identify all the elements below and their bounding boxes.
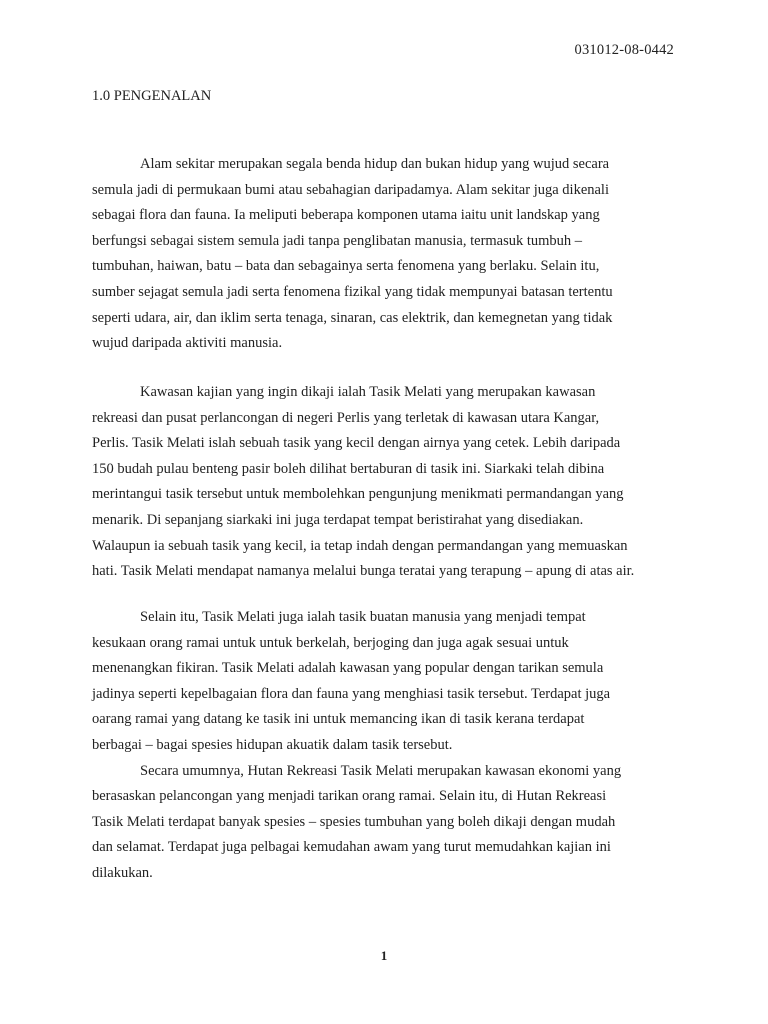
- paragraph-line: Kawasan kajian yang ingin dikaji ialah Tasik Melati yang merupakan kawasan: [140, 384, 596, 400]
- paragraph-line: dilakukan.: [92, 864, 153, 881]
- paragraph-line: wujud daripada aktiviti manusia.: [92, 335, 283, 352]
- page-number: 1: [380, 948, 388, 963]
- paragraph-line: berasaskan pelancongan yang menjadi tarikan orang ramai. Selain itu, di Hutan Rekreasi: [92, 788, 607, 805]
- paragraph-line: merintangui tasik tersebut untuk membolehkan pengunjung menikmati permandangan yang: [92, 486, 624, 503]
- paragraph-line: tumbuhan, haiwan, batu – bata dan sebagainya serta fenomena yang berlaku. Selain itu,: [92, 258, 600, 275]
- section-heading: 1.0 PENGENALAN: [92, 88, 212, 104]
- paragraph-line: menenangkan fikiran. Tasik Melati adalah kawasan yang popular dengan tarikan semula: [92, 660, 604, 677]
- paragraph-line: sebagai flora dan fauna. Ia meliputi beberapa komponen utama iaitu unit landskap yang: [92, 207, 600, 224]
- paragraph-line: seperti udara, air, dan iklim serta tenaga, sinaran, cas elektrik, dan kemegnetan yang tidak: [92, 309, 613, 326]
- paragraph-line: Perlis. Tasik Melati islah sebuah tasik yang kecil dengan airnya yang cetek. Lebih daripada: [92, 435, 621, 452]
- paragraph-line: semula jadi di permukaan bumi atau sebahagian daripadamya. Alam sekitar juga dikenali: [92, 181, 609, 198]
- paragraph-3: [92, 605, 682, 887]
- paragraph-line: Selain itu, Tasik Melati juga ialah tasik buatan manusia yang menjadi tempat: [140, 609, 586, 625]
- paragraph-line: Tasik Melati terdapat banyak spesies – spesies tumbuhan yang boleh dikaji dengan mudah: [92, 813, 616, 830]
- paragraph-line: kesukaan orang ramai untuk untuk berkelah, berjoging dan juga agak sesuai untuk: [92, 634, 569, 651]
- paragraph-line: Walaupun ia sebuah tasik yang kecil, ia tetap indah dengan permandangan yang memuaskan: [92, 537, 628, 554]
- paragraph-2: [92, 380, 682, 585]
- paragraph-line: sumber sejagat semula jadi serta fenomena fizikal yang tidak mempunyai batasan tertentu: [92, 283, 613, 300]
- paragraph-line: oarang ramai yang datang ke tasik ini untuk memancing ikan di tasik kerana terdapat: [92, 711, 585, 728]
- paragraph-line: berfungsi sebagai sistem semula jadi tanpa penglibatan manusia, termasuk tumbuh –: [92, 232, 583, 249]
- paragraph-line: jadinya seperti kepelbagaian flora dan fauna yang menghiasi tasik tersebut. Terdapat juga: [92, 685, 611, 702]
- paragraph-line: Secara umumnya, Hutan Rekreasi Tasik Melati merupakan kawasan ekonomi yang: [140, 762, 622, 779]
- paragraph-line: menarik. Di sepanjang siarkaki ini juga terdapat tempat beristirahat yang disediakan.: [92, 511, 584, 528]
- paragraph-1: [92, 152, 682, 357]
- paragraph-line: berbagai – bagai spesies hidupan akuatik dalam tasik tersebut.: [92, 736, 453, 753]
- paragraph-line: rekreasi dan pusat perlancongan di negeri Perlis yang terletak di kawasan utara Kangar,: [92, 409, 600, 426]
- paragraph-line: hati. Tasik Melati mendapat namanya melalui bunga teratai yang terapung – apung di atas air.: [92, 563, 635, 580]
- paragraph-line: Alam sekitar merupakan segala benda hidup dan bukan hidup yang wujud secara: [140, 156, 610, 172]
- paragraph-line: dan selamat. Terdapat juga pelbagai kemudahan awam yang turut memudahkan kajian ini: [92, 839, 611, 856]
- paragraph-4: [92, 759, 682, 887]
- paragraph-line: 150 budah pulau benteng pasir boleh dilihat bertaburan di tasik ini. Siarkaki telah dibina: [92, 460, 605, 477]
- document-id-number: 031012-08-0442: [574, 42, 674, 58]
